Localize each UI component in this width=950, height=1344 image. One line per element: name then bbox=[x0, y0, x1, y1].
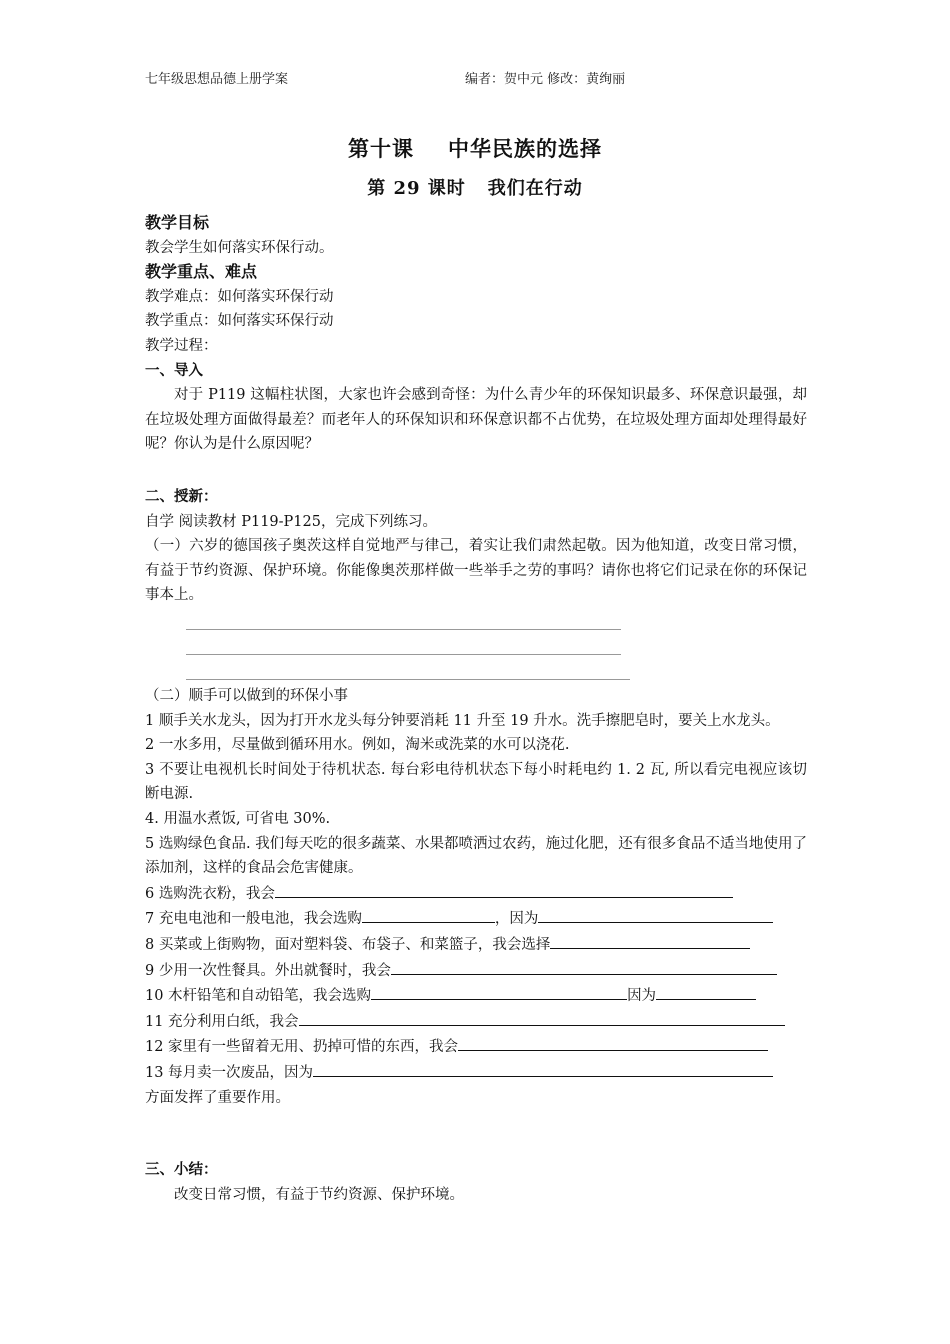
goals-section bbox=[145, 211, 807, 457]
item-13-text: 13 每月卖一次废品，因为 bbox=[145, 1064, 314, 1081]
list-item-fill bbox=[145, 906, 807, 932]
answer-blank[interactable] bbox=[391, 958, 777, 975]
lesson-name: 中华民族的选择 bbox=[448, 136, 602, 161]
list-item: 5 选购绿色食品. 我们每天吃的很多蔬菜、水果都喷洒过农药，施过化肥，还有很多食品不适当地使用了添加剂，这样的食品会危害健康。 bbox=[145, 835, 807, 877]
answer-blank[interactable] bbox=[275, 881, 733, 898]
intro-text: 对于 P119 这幅柱状图，大家也许会感到奇怪：为什么青少年的环保知识最多、环保意识最强，却在垃圾处理方面做得最差？而老年人的环保知识和环保意识都不占优势，在垃圾处理方面却处理得最好呢？你认为是什么原因呢？ bbox=[145, 387, 807, 453]
item-10-text: 10 木杆铅笔和自动铅笔，我会选购 bbox=[145, 988, 372, 1005]
teach-section bbox=[145, 485, 807, 608]
period-number: 第 29 课时 bbox=[367, 178, 466, 199]
list-item-fill bbox=[145, 881, 807, 907]
difficult-point: 教学难点：如何落实环保行动 bbox=[145, 288, 334, 305]
teach-heading: 二、授新： bbox=[145, 488, 218, 505]
list-item-fill bbox=[145, 1060, 807, 1086]
answer-blank[interactable] bbox=[371, 983, 627, 1000]
list-item: 2 一水多用，尽量做到循环用水。例如，淘米或洗菜的水可以浇花. bbox=[145, 737, 570, 754]
goals-heading: 教学目标 bbox=[145, 213, 210, 232]
lesson-number: 第十课 bbox=[348, 136, 414, 161]
answer-blank[interactable] bbox=[458, 1034, 768, 1051]
item-12-text: 12 家里有一些留着无用、扔掉可惜的东西，我会 bbox=[145, 1039, 459, 1056]
period-title bbox=[0, 174, 950, 200]
writing-line[interactable] bbox=[186, 679, 630, 680]
list-item-fill bbox=[145, 1034, 807, 1060]
list-item-fill bbox=[145, 983, 807, 1009]
item-7-because: ，因为 bbox=[494, 911, 539, 928]
item-8-text: 8 买菜或上街购物，面对塑料袋、布袋子、和菜篮子，我会选择 bbox=[145, 936, 551, 953]
part2-title: （二）顺手可以做到的环保小事 bbox=[145, 688, 348, 704]
answer-blank[interactable] bbox=[656, 983, 756, 1000]
item-6-text: 6 选购洗衣粉，我会 bbox=[145, 885, 275, 902]
item-7-text: 7 充电电池和一般电池，我会选购 bbox=[145, 911, 362, 928]
list-item: 3 不要让电视机长时间处于待机状态. 每台彩电待机状态下每小时耗电约 1. 2 瓦, 所以看完电视应该切断电源. bbox=[145, 761, 807, 803]
answer-blank[interactable] bbox=[538, 906, 773, 923]
answer-blank[interactable] bbox=[299, 1009, 785, 1026]
writing-line[interactable] bbox=[186, 654, 621, 655]
header-right: 编者：贺中元 修改：黄绚丽 bbox=[465, 72, 626, 87]
item-11-text: 11 充分利用白纸，我会 bbox=[145, 1013, 299, 1030]
intro-heading: 一、导入 bbox=[145, 361, 203, 379]
part2-section bbox=[145, 684, 807, 1110]
part1-text: （一）六岁的德国孩子奥茨这样自觉地严与律己，着实让我们肃然起敬。因为他知道，改变日常习惯，有益于节约资源、保护环境。你能像奥茨那样做一些举手之劳的事吗？请你也将它们记录在你的环保记事本上。 bbox=[145, 538, 807, 604]
item-9-text: 9 少用一次性餐具。外出就餐时，我会 bbox=[145, 962, 391, 979]
answer-blank[interactable] bbox=[313, 1060, 773, 1077]
list-item: 4. 用温水煮饭, 可省电 30%. bbox=[145, 810, 331, 827]
item-10-because: 因为 bbox=[627, 988, 657, 1005]
item-13-tail: 方面发挥了重要作用。 bbox=[145, 1089, 290, 1106]
list-item: 1 顺手关水龙头，因为打开水龙头每分钟要消耗 11 升至 19 升水。洗手擦肥皂时，要关上水龙头。 bbox=[145, 712, 780, 729]
period-name: 我们在行动 bbox=[487, 178, 583, 199]
keypoints-heading: 教学重点、难点 bbox=[145, 262, 258, 282]
summary-text: 改变日常习惯，有益于节约资源、保护环境。 bbox=[174, 1186, 464, 1203]
process-label: 教学过程： bbox=[145, 337, 218, 354]
header-left: 七年级思想品德上册学案 bbox=[145, 72, 289, 87]
list-item-fill bbox=[145, 1009, 807, 1035]
list-item-fill bbox=[145, 932, 807, 958]
answer-blank[interactable] bbox=[362, 906, 495, 923]
answer-blank[interactable] bbox=[550, 932, 750, 949]
summary-section bbox=[145, 1158, 807, 1207]
self-study-text: 自学 阅读教材 P119-P125，完成下列练习。 bbox=[145, 513, 437, 530]
writing-line[interactable] bbox=[186, 629, 621, 630]
summary-heading: 三、小结： bbox=[145, 1161, 218, 1178]
key-point: 教学重点：如何落实环保行动 bbox=[145, 313, 334, 330]
list-item-fill bbox=[145, 958, 807, 984]
lesson-title bbox=[0, 133, 950, 163]
goals-text: 教会学生如何落实环保行动。 bbox=[145, 239, 334, 256]
